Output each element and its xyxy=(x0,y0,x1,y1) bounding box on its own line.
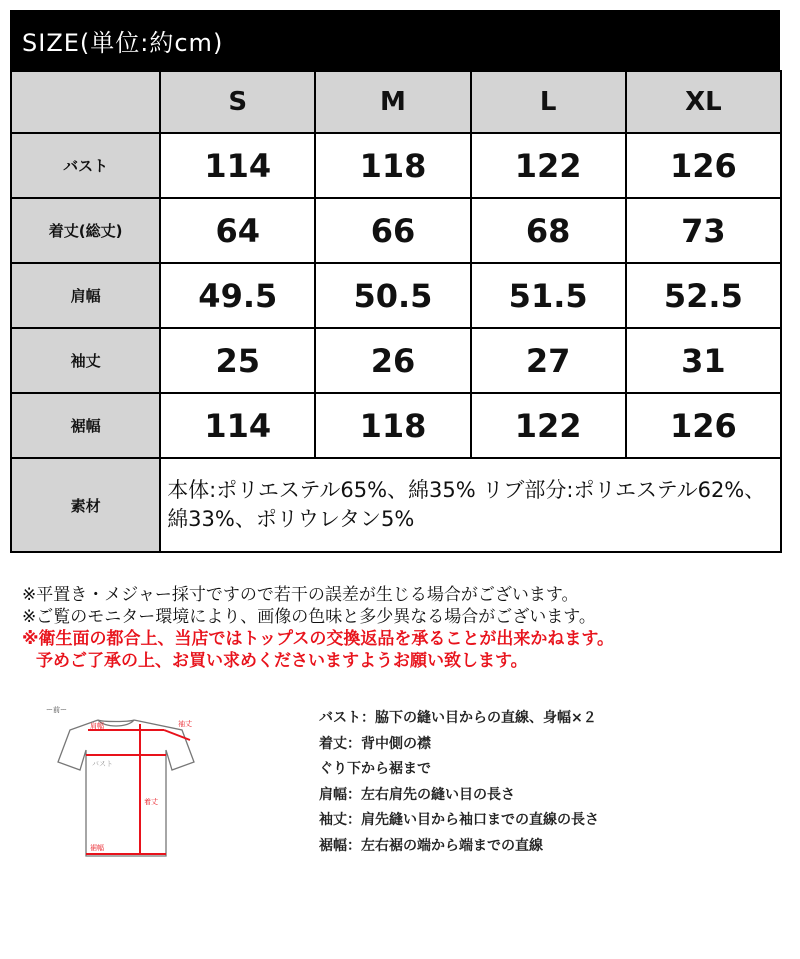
table-row-hem xyxy=(11,393,781,458)
table-cell: 118 xyxy=(315,133,470,198)
legend-length-cont: ぐり下から裾まで xyxy=(319,761,431,777)
table-cell: 114 xyxy=(160,393,315,458)
size-m-header: M xyxy=(315,71,470,133)
table-cell: 66 xyxy=(315,198,470,263)
table-cell: 50.5 xyxy=(315,263,470,328)
note-line: ※ご覧のモニター環境により、画像の色味と多少異なる場合がございます。 xyxy=(22,607,596,627)
row-label: 素材 xyxy=(11,458,160,552)
table-cell: 126 xyxy=(626,393,781,458)
table-cell: 122 xyxy=(471,393,626,458)
measurement-legend xyxy=(319,706,779,859)
note-line-warning: 予めご了承の上、お買い求めくださいますようお願い致します。 xyxy=(36,651,528,671)
size-table xyxy=(10,70,782,553)
size-header-row xyxy=(11,71,781,133)
tshirt-measurement-diagram xyxy=(40,700,230,870)
row-label: 袖丈 xyxy=(11,328,160,393)
title-text: SIZE(単位:約cm) xyxy=(22,28,224,57)
table-row-bust xyxy=(11,133,781,198)
table-cell: 51.5 xyxy=(471,263,626,328)
size-l-header: L xyxy=(471,71,626,133)
size-s-header: S xyxy=(160,71,315,133)
row-label: 肩幅 xyxy=(11,263,160,328)
size-xl-header: XL xyxy=(626,71,781,133)
tshirt-outline-icon xyxy=(58,720,194,856)
table-cell: 68 xyxy=(471,198,626,263)
row-label: バスト xyxy=(11,133,160,198)
note-line: ※平置き・メジャー採寸ですので若干の誤差が生じる場合がございます。 xyxy=(22,585,579,605)
table-row-length xyxy=(11,198,781,263)
table-cell: 118 xyxy=(315,393,470,458)
table-cell: 25 xyxy=(160,328,315,393)
sleeve-measure-line xyxy=(164,730,190,740)
notes xyxy=(22,584,792,672)
note-line-warning: ※衛生面の都合上、当店ではトップスの交換返品を承ることが出来かねます。 xyxy=(22,629,614,649)
bust-label: バスト xyxy=(92,760,113,768)
size-table-title xyxy=(10,10,780,70)
length-label: 着丈 xyxy=(144,798,158,806)
table-cell: 114 xyxy=(160,133,315,198)
hem-label: 裾幅 xyxy=(90,844,104,852)
table-cell: 49.5 xyxy=(160,263,315,328)
table-cell: 64 xyxy=(160,198,315,263)
front-label: ー前ー xyxy=(46,706,67,714)
material-text: 本体:ポリエステル65%、綿35% リブ部分:ポリエステル62%、綿33%、ポリウレタン5% xyxy=(160,458,781,552)
table-row-sleeve xyxy=(11,328,781,393)
table-cell: 122 xyxy=(471,133,626,198)
row-label: 着丈(総丈) xyxy=(11,198,160,263)
table-cell: 73 xyxy=(626,198,781,263)
table-cell: 52.5 xyxy=(626,263,781,328)
table-cell: 26 xyxy=(315,328,470,393)
table-cell: 27 xyxy=(471,328,626,393)
sleeve-label: 袖丈 xyxy=(178,720,192,728)
legend-length: 着丈：背中側の襟 xyxy=(319,735,431,752)
shoulder-label: 肩幅 xyxy=(90,722,104,730)
row-label: 裾幅 xyxy=(11,393,160,458)
table-row-material xyxy=(11,458,781,552)
measure-lines xyxy=(86,724,190,854)
table-cell: 31 xyxy=(626,328,781,393)
table-cell: 126 xyxy=(626,133,781,198)
legend-hem: 裾幅：左右裾の端から端までの直線 xyxy=(319,837,543,854)
legend-sleeve: 袖丈：肩先縫い目から袖口までの直線の長さ xyxy=(319,812,599,828)
legend-shoulder: 肩幅：左右肩先の縫い目の長さ xyxy=(319,786,515,803)
corner-cell xyxy=(11,71,160,133)
table-row-shoulder xyxy=(11,263,781,328)
legend-bust: バスト：脇下の縫い目からの直線、身幅×２ xyxy=(319,710,597,726)
